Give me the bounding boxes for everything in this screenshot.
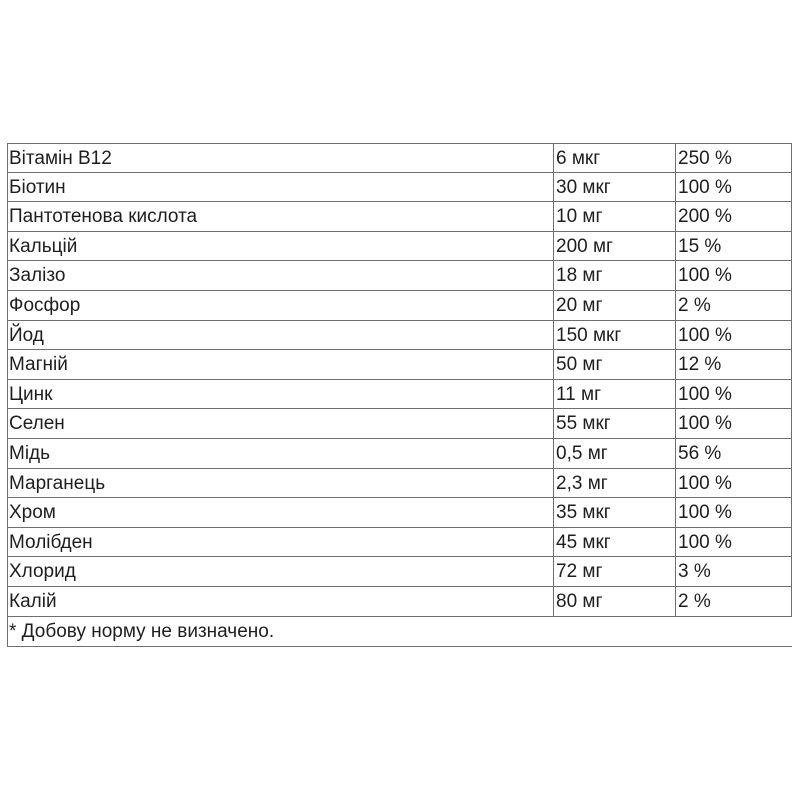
column-divider	[7, 202, 8, 231]
footnote-text: * Добову норму не визначено.	[9, 620, 275, 642]
table-row	[7, 469, 792, 499]
column-divider	[7, 380, 8, 409]
footnote-row	[7, 617, 792, 647]
column-divider	[553, 469, 554, 498]
column-divider	[675, 321, 676, 350]
nutrient-name: Пантотенова кислота	[9, 206, 198, 228]
nutrient-percent: 100 %	[678, 176, 732, 198]
nutrient-amount: 35 мкг	[556, 502, 611, 524]
column-divider	[7, 439, 8, 468]
column-divider	[7, 232, 8, 261]
column-divider	[7, 321, 8, 350]
nutrient-amount: 11 мг	[556, 383, 601, 405]
column-divider	[675, 380, 676, 409]
nutrient-amount: 6 мкг	[556, 148, 601, 169]
nutrient-name: Цинк	[9, 383, 53, 405]
column-divider	[553, 409, 554, 438]
nutrient-amount: 80 мг	[556, 590, 603, 612]
column-divider	[791, 321, 792, 350]
table-row	[7, 380, 792, 410]
nutrient-name: Магній	[9, 354, 68, 376]
column-divider	[791, 261, 792, 290]
table-row	[7, 350, 792, 380]
nutrient-amount: 18 мг	[556, 265, 603, 287]
table-row	[7, 202, 792, 232]
column-divider	[553, 173, 554, 202]
nutrient-percent: 2 %	[678, 590, 711, 612]
table-row	[7, 261, 792, 291]
nutrient-amount: 0,5 мг	[556, 442, 608, 464]
nutrient-name: Мідь	[9, 442, 51, 464]
nutrient-amount: 10 мг	[556, 206, 603, 228]
table-row	[7, 439, 792, 469]
column-divider	[675, 291, 676, 320]
column-divider	[791, 173, 792, 202]
column-divider	[7, 144, 8, 172]
table-row	[7, 557, 792, 587]
column-divider	[553, 261, 554, 290]
column-divider	[7, 557, 8, 586]
column-divider	[791, 202, 792, 231]
nutrient-percent: 2 %	[678, 294, 711, 316]
nutrient-percent: 200 %	[678, 206, 732, 228]
nutrient-amount: 20 мг	[556, 294, 603, 316]
column-divider	[553, 350, 554, 379]
nutrient-name: Молібден	[9, 531, 93, 553]
column-divider	[675, 409, 676, 438]
column-divider	[675, 557, 676, 586]
column-divider	[553, 380, 554, 409]
nutrient-amount: 50 мг	[556, 354, 603, 376]
column-divider	[7, 350, 8, 379]
column-divider	[553, 321, 554, 350]
column-divider	[675, 232, 676, 261]
table-row	[7, 587, 792, 617]
nutrient-percent: 100 %	[678, 324, 732, 346]
column-divider	[553, 291, 554, 320]
table-row	[7, 528, 792, 558]
nutrient-percent: 100 %	[678, 413, 732, 435]
nutrient-amount: 30 мкг	[556, 176, 611, 198]
nutrient-name: Марганець	[9, 472, 106, 494]
column-divider	[675, 202, 676, 231]
column-divider	[553, 557, 554, 586]
nutrient-percent: 100 %	[678, 531, 732, 553]
column-divider	[791, 587, 792, 616]
nutrient-percent: 15 %	[678, 235, 722, 257]
column-divider	[7, 498, 8, 527]
column-divider	[675, 439, 676, 468]
footnote-border-left	[7, 617, 8, 647]
column-divider	[791, 380, 792, 409]
column-divider	[791, 498, 792, 527]
column-divider	[791, 232, 792, 261]
nutrient-rows	[7, 143, 792, 617]
nutrient-amount: 150 мкг	[556, 324, 622, 346]
table-row	[7, 173, 792, 203]
nutrient-table	[7, 143, 792, 647]
column-divider	[553, 439, 554, 468]
nutrient-name: Хлорид	[9, 561, 76, 583]
column-divider	[7, 469, 8, 498]
nutrient-percent: 100 %	[678, 265, 732, 287]
column-divider	[553, 232, 554, 261]
nutrient-name: Біотин	[9, 176, 66, 198]
column-divider	[791, 557, 792, 586]
column-divider	[791, 409, 792, 438]
column-divider	[791, 528, 792, 557]
column-divider	[791, 469, 792, 498]
column-divider	[791, 350, 792, 379]
nutrient-name: Хром	[9, 502, 56, 524]
nutrient-percent: 12 %	[678, 354, 722, 376]
column-divider	[675, 261, 676, 290]
nutrient-name: Калій	[9, 590, 57, 612]
table-row	[7, 498, 792, 528]
column-divider	[7, 173, 8, 202]
table-row	[7, 409, 792, 439]
column-divider	[791, 291, 792, 320]
nutrient-percent: 250 %	[678, 148, 732, 169]
column-divider	[7, 291, 8, 320]
nutrient-amount: 72 мг	[556, 561, 603, 583]
nutrient-percent: 100 %	[678, 472, 732, 494]
table-row	[7, 232, 792, 262]
nutrient-name: Йод	[9, 324, 44, 346]
column-divider	[675, 498, 676, 527]
column-divider	[675, 350, 676, 379]
nutrient-percent: 100 %	[678, 502, 732, 524]
nutrient-name: Вітамін В12	[9, 148, 112, 169]
column-divider	[7, 587, 8, 616]
column-divider	[553, 528, 554, 557]
column-divider	[7, 528, 8, 557]
nutrient-percent: 3 %	[678, 561, 711, 583]
nutrient-name: Залізо	[9, 265, 66, 287]
column-divider	[675, 528, 676, 557]
column-divider	[553, 144, 554, 172]
column-divider	[675, 469, 676, 498]
column-divider	[553, 587, 554, 616]
nutrient-amount: 2,3 мг	[556, 472, 608, 494]
nutrient-amount: 200 мг	[556, 235, 613, 257]
column-divider	[553, 202, 554, 231]
nutrient-name: Селен	[9, 413, 65, 435]
table-row	[7, 321, 792, 351]
column-divider	[7, 261, 8, 290]
nutrient-amount: 55 мкг	[556, 413, 611, 435]
table-row	[7, 291, 792, 321]
nutrient-amount: 45 мкг	[556, 531, 611, 553]
column-divider	[791, 439, 792, 468]
column-divider	[675, 587, 676, 616]
table-row	[7, 143, 792, 173]
column-divider	[553, 498, 554, 527]
nutrient-name: Фосфор	[9, 294, 81, 316]
column-divider	[7, 409, 8, 438]
column-divider	[791, 144, 792, 172]
nutrient-percent: 100 %	[678, 383, 732, 405]
column-divider	[675, 144, 676, 172]
column-divider	[675, 173, 676, 202]
nutrient-name: Кальцій	[9, 235, 78, 257]
nutrient-percent: 56 %	[678, 442, 722, 464]
